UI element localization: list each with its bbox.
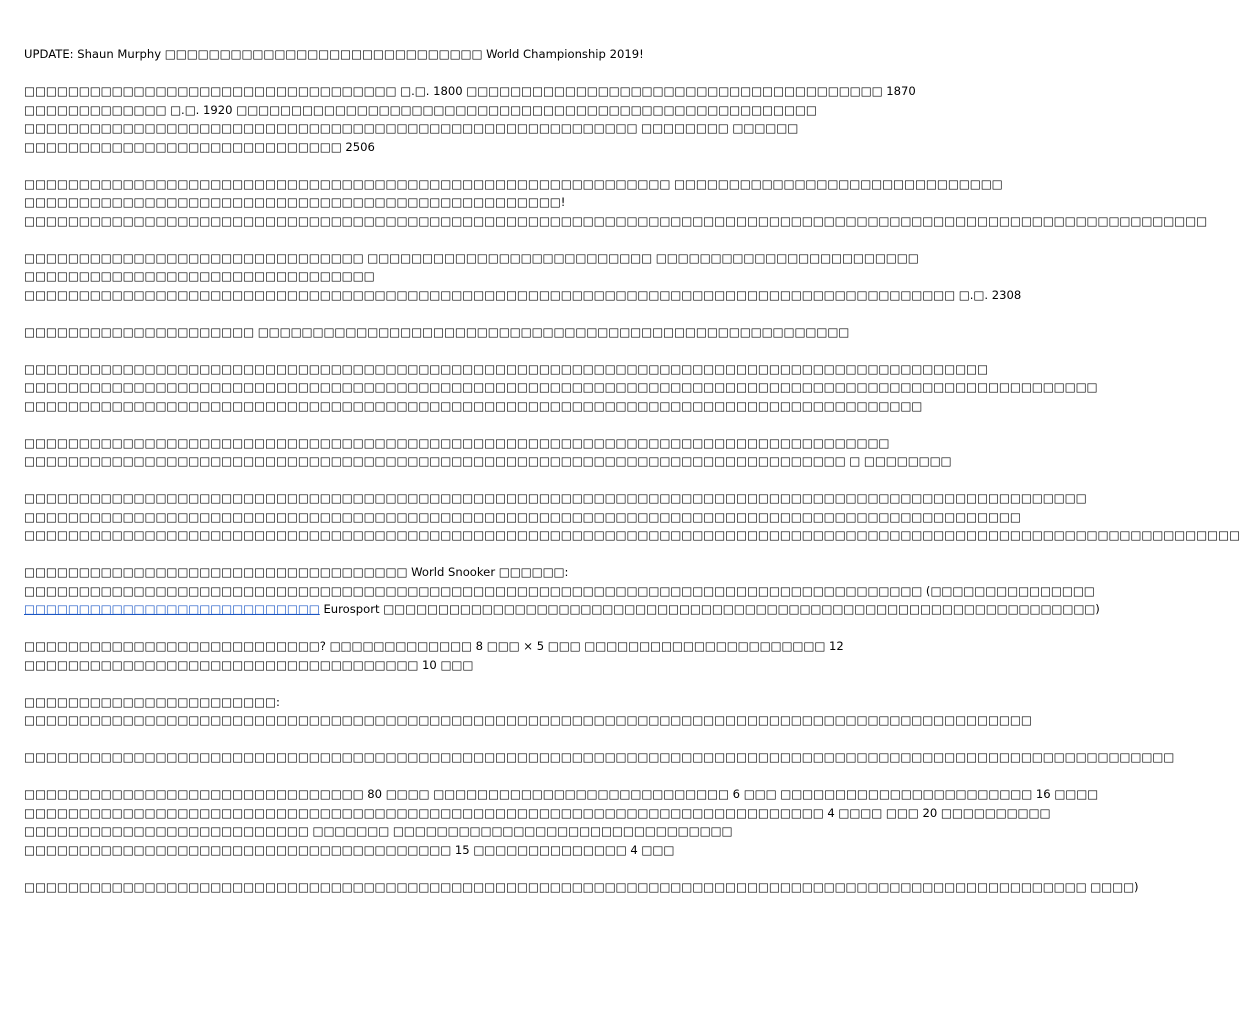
paragraph-5 (24, 360, 1098, 416)
text-line: □□□□□□□□□□□□□□□□□□□□□□□□□□□□□□□□□□□□□□□□□□□□□□□□□□□□□□□□□□□□□□□□□□□□□□□□□□□□□□□□□□□□□□□□□□□□□□□□□□□□□□□□□□□□ (24, 213, 1208, 228)
text-line: □□□□□□□□□□□□□□□□□□□□□□□□□□□□□□□□□□□□□□□□□□□□□□□□□□□□□□□□□□□□□□□□□□□□□□□□□□□□□□□□□□□□□□□□□□□□□□□□□□□□□□□□□□□□□□□ (24, 528, 1240, 542)
text-line: □□□□□□□□□□□□□□□□□□□□□□□□□□□□□□□□ (24, 269, 375, 283)
paragraph-1 (24, 82, 916, 156)
text-line: □□□□□□□□□□□□□□□□□□□□□□□□□□□□□□□□□□□□□□□ 15 □□□□□□□□□□□□□□ 4 □□□ (24, 842, 675, 857)
text-line: □□□□□□□□□□□□□□□□□□□□□□□□□□□□□□□□□□□□□□□□□□□□□□□□□□□□□□□□□□□□□□□□□□□□□□□□□□□□□□□ (24, 435, 890, 450)
paragraph-6 (24, 434, 952, 471)
text-line: □□□□□□□□□□□□□□□□□□□□□□□□□□□□□□□□□□□□□□□□□□□□□□□□□□□□□□□□ □□□□□□□□ □□□□□□ (24, 121, 799, 135)
text-line: □□□□□□□□□□□□□□□□□□□□□□□□□□□□□□□□□□□□□□□□□□□□□□□□□□□□□□□□□□□□□□□□□□□□□□□□□□□□□□□□□□□□□□□□□□□□ (24, 713, 1032, 727)
text-line: □□□□□□□□□□□□□□□□□□□□□□□□□□□□□□□□□□□□ 10 □□□ (24, 657, 474, 672)
text-line: □□□□□□□□□□□□□ □.□. 1920 □□□□□□□□□□□□□□□□□□□□□□□□□□□□□□□□□□□□□□□□□□□□□□□□□□□□□ (24, 102, 817, 117)
article-body (24, 45, 1240, 896)
world-snooker-line: □□□□□□□□□□□□□□□□□□□□□□□□□□□□□□□□□□□ World Snooker □□□□□□: (24, 565, 569, 579)
paragraph-3 (24, 249, 1022, 305)
text-line: □□□□□□□□□□□□□□□□□□□□□□□□□□□□□□□□□□□□□□□□□□□□□□□□□□□□□□□□□□□□□□□□□□□□□□□□□□□□□□□□□□□□□□□□ (24, 361, 988, 376)
paragraph-12 (24, 785, 1099, 859)
paragraph-11-line: □□□□□□□□□□□□□□□□□□□□□□□□□□□□□□□□□□□□□□□□□□□□□□□□□□□□□□□□□□□□□□□□□□□□□□□□□□□□□□□□□□□□□□□□□□□□□□□□□□□□□□□□□ (24, 750, 1175, 764)
section-heading: □□□□□□□□□□□□□□□□□□□□□□□: (24, 694, 280, 709)
article-link[interactable]: □□□□□□□□□□□□□□□□□□□□□□□□□□□ (24, 602, 320, 616)
update-headline: UPDATE: Shaun Murphy □□□□□□□□□□□□□□□□□□□□□□□□□□□□□ World Championship 2019! (24, 47, 644, 61)
text-line: □□□□□□□□□□□□□□□□□□□□□□□□□□□□□□□□□□□□□□□□□□□□□□□□□□□□□□□□□□□□□□□□□□□□□□□□□□□□□□□□□□□□□□□□□□□ (24, 509, 1021, 524)
text-line: □□□□□□□□□□□□□□□□□□□□□□□□□□□□□□□ 80 □□□□ □□□□□□□□□□□□□□□□□□□□□□□□□□□ 6 □□□ □□□□□□□□□□□□□□□□□□□□□□□ 16 □□□□ (24, 787, 1099, 801)
text-line: □□□□□□□□□□□□□□□□□□□□□□□□□□□□□□□□□□□□□□□□□□□□□□□□□! (24, 195, 566, 209)
text-line: □□□□□□□□□□□□□□□□□□□□□□□□□□□□□□□□□□□□□□□□□□□□□□□□□□□□□□□□□□□□□□□□□□□□□□□□□□□□□□□□□□□□□ □.□. 2308 (24, 287, 1022, 302)
eurosport-line (24, 600, 1100, 619)
text-line: □□□□□□□□□□□□□□□□□□□□□□□□□□□□□□□□□□□□□□□□□□□□□□□□□□□□□□□□□□□□□□□□□□□□□□□□□ 4 □□□□ □□□ 20 □□□□□□□□□□ (24, 805, 1051, 820)
text-line: □□□□□□□□□□□□□□□□□□□□□□□□□□□□□□□□□□□□□□□□□□□□□□□□□□□□□□□□□□□□□□□□□□□□□□□□□□□ □ □□□□□□□□ (24, 454, 952, 468)
paragraph-4-line: □□□□□□□□□□□□□□□□□□□□□ □□□□□□□□□□□□□□□□□□□□□□□□□□□□□□□□□□□□□□□□□□□□□□□□□□□□□□ (24, 324, 850, 339)
paragraph-9 (24, 637, 844, 674)
paragraph-13-line: □□□□□□□□□□□□□□□□□□□□□□□□□□□□□□□□□□□□□□□□□□□□□□□□□□□□□□□□□□□□□□□□□□□□□□□□□□□□□□□□□□□□□□□□□□□□□□□□□ □□□□) (24, 879, 1139, 894)
text-line: □□□□□□□□□□□□□□□□□□□□□□□□□□□? □□□□□□□□□□□□□ 8 □□□ × 5 □□□ □□□□□□□□□□□□□□□□□□□□□□ 12 (24, 639, 844, 653)
text-line: □□□□□□□□□□□□□□□□□□□□□□□□□□□□□□□□□□ □.□. 1800 □□□□□□□□□□□□□□□□□□□□□□□□□□□□□□□□□□□□□□ 1870 (24, 84, 916, 98)
text-line: □□□□□□□□□□□□□□□□□□□□□□□□□□□□□□□□□□□□□□□□□□□□□□□□□□□□□□□□□□□ □□□□□□□□□□□□□□□□□□□□□□□□□□□□□□ (24, 176, 1003, 191)
text-line: □□□□□□□□□□□□□□□□□□□□□□□□□□ □□□□□□□ □□□□□□□□□□□□□□□□□□□□□□□□□□□□□□□ (24, 824, 733, 838)
text-line: □□□□□□□□□□□□□□□□□□□□□□□□□□□□□□□ □□□□□□□□□□□□□□□□□□□□□□□□□□ □□□□□□□□□□□□□□□□□□□□□□□□ (24, 250, 919, 265)
paragraph-8 (24, 563, 1100, 619)
paragraph-2 (24, 175, 1208, 231)
text-line: □□□□□□□□□□□□□□□□□□□□□□□□□□□□□□□□□□□□□□□□□□□□□□□□□□□□□□□□□□□□□□□□□□□□□□□□□□□□□□□□□□□□□□□□□□□□□□□□□ (24, 491, 1087, 505)
eurosport-text: Eurosport □□□□□□□□□□□□□□□□□□□□□□□□□□□□□□□□□□□□□□□□□□□□□□□□□□□□□□□□□□□□□□□□□) (319, 602, 1100, 616)
text-line: □□□□□□□□□□□□□□□□□□□□□□□□□□□□□□□□□□□□□□□□□□□□□□□□□□□□□□□□□□□□□□□□□□□□□□□□□□□□□□□□□□□□□□□□□□□□□□□□□□ (24, 380, 1098, 394)
paragraph-7 (24, 489, 1240, 545)
text-line: □□□□□□□□□□□□□□□□□□□□□□□□□□□□□□□□□□□□□□□□□□□□□□□□□□□□□□□□□□□□□□□□□□□□□□□□□□□□□□□□□□ (24, 398, 923, 413)
text-line: □□□□□□□□□□□□□□□□□□□□□□□□□□□□□□□□□□□□□□□□□□□□□□□□□□□□□□□□□□□□□□□□□□□□□□□□□□□□□□□□□□ (□□□□□□□□□□□□□□□ (24, 583, 1095, 598)
paragraph-10 (24, 693, 1032, 730)
text-line: □□□□□□□□□□□□□□□□□□□□□□□□□□□□□ 2506 (24, 139, 375, 154)
